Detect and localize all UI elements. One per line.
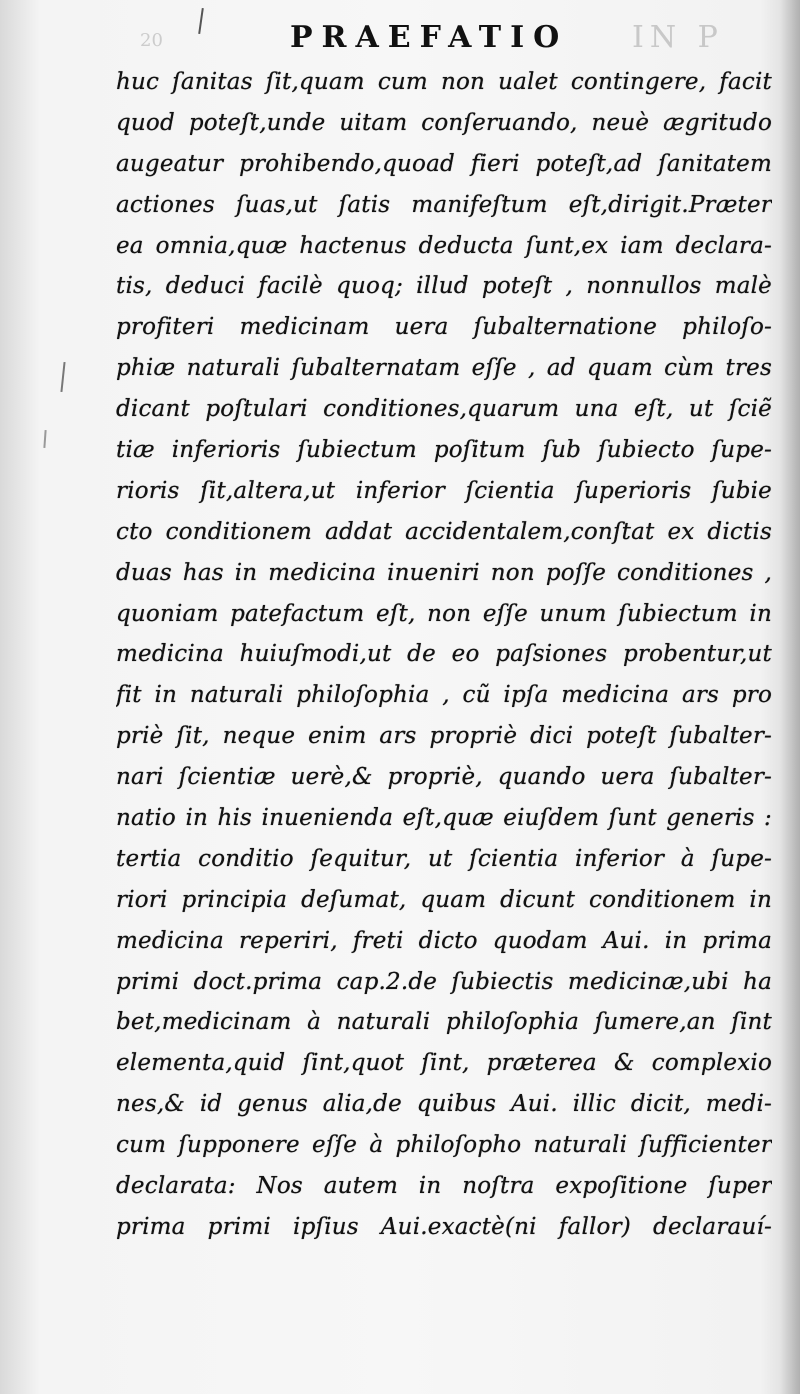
text-line: cto conditionem addat accidentalem,conſtat ex dictis — [116, 518, 772, 545]
margin-mark — [60, 362, 65, 392]
bleed-through-folio: 20 — [140, 30, 163, 51]
text-line: bet,medicinam à naturali philoſophia ſumere,an ſint — [116, 1009, 772, 1036]
text-line: primi doct.prima cap.2.de ſubiectis medicinæ,ubi ha — [116, 968, 772, 995]
text-line: natio in his inuenienda eſt,quæ eiuſdem ſunt generis : — [116, 805, 772, 832]
text-line: actiones ſuas,ut ſatis manifeſtum eſt,dirigit.Præter — [116, 191, 772, 218]
text-line: phiæ naturali ſubalternatam eſſe , ad quam cùm tres — [116, 355, 772, 382]
text-line: medicina huiuſmodi,ut de eo paſsiones probentur,ut — [116, 641, 772, 668]
gutter-shadow — [780, 0, 800, 1394]
text-line: ea omnia,quæ hactenus deducta ſunt,ex iam declara- — [116, 232, 772, 259]
text-line: nes,& id genus alia,de quibus Aui. illic dicit, medi- — [116, 1091, 772, 1118]
text-line: tertia conditio ſequitur, ut ſcientia inferior à ſupe- — [116, 845, 772, 872]
running-header: PRAEFATIO — [290, 20, 569, 55]
text-line: duas has in medicina inueniri non poſſe conditiones , — [116, 559, 772, 586]
text-line: dicant poſtulari conditiones,quarum una eſt, ut ſciẽ — [116, 396, 772, 423]
text-line: tiæ inferioris ſubiectum poſitum ſub ſubiecto ſupe- — [116, 437, 772, 464]
text-line: augeatur prohibendo,quoad fieri poteſt,ad ſanitatem — [116, 150, 772, 177]
text-line: declarata: Nos autem in noſtra expoſitione ſuper — [116, 1173, 772, 1200]
text-line: tis, deduci facilè quoq; illud poteſt , nonnullos malè — [116, 273, 772, 300]
body-text — [116, 62, 772, 1248]
bleed-through-header: IN P — [632, 20, 724, 55]
text-line: riori principia deſumat, quam dicunt conditionem in — [116, 886, 772, 913]
text-line: quod poteſt,unde uitam conſeruando, neuè ægritudo — [116, 109, 772, 136]
text-line: elementa,quid ſint,quot ſint, præterea & complexio — [116, 1050, 772, 1077]
text-line: nari ſcientiæ uerè,& propriè, quando uera ſubalter- — [116, 764, 772, 791]
text-line: profiteri medicinam uera ſubalternatione philoſo- — [116, 314, 772, 341]
text-line: rioris ſit,altera,ut inferior ſcientia ſuperioris ſubie — [116, 477, 772, 504]
text-line: prima primi ipſius Aui.exactè(ni fallor) declarauí- — [116, 1213, 772, 1240]
text-line: huc ſanitas ſit,quam cum non ualet contingere, facit — [116, 69, 772, 95]
text-line: quoniam patefactum eſt, non eſſe unum ſubiectum in — [116, 600, 772, 627]
text-line: fit in naturali philoſophia , cũ ipſa medicina ars pro — [116, 682, 772, 709]
text-line: priè ſit, neque enim ars propriè dici poteſt ſubalter- — [116, 723, 772, 750]
text-line: cum ſupponere eſſe à philoſopho naturali ſufficienter — [116, 1132, 772, 1159]
text-line: medicina reperiri, freti dicto quodam Aui. in prima — [116, 927, 772, 954]
margin-mark — [43, 430, 46, 448]
ink-tick-mark — [198, 8, 204, 34]
